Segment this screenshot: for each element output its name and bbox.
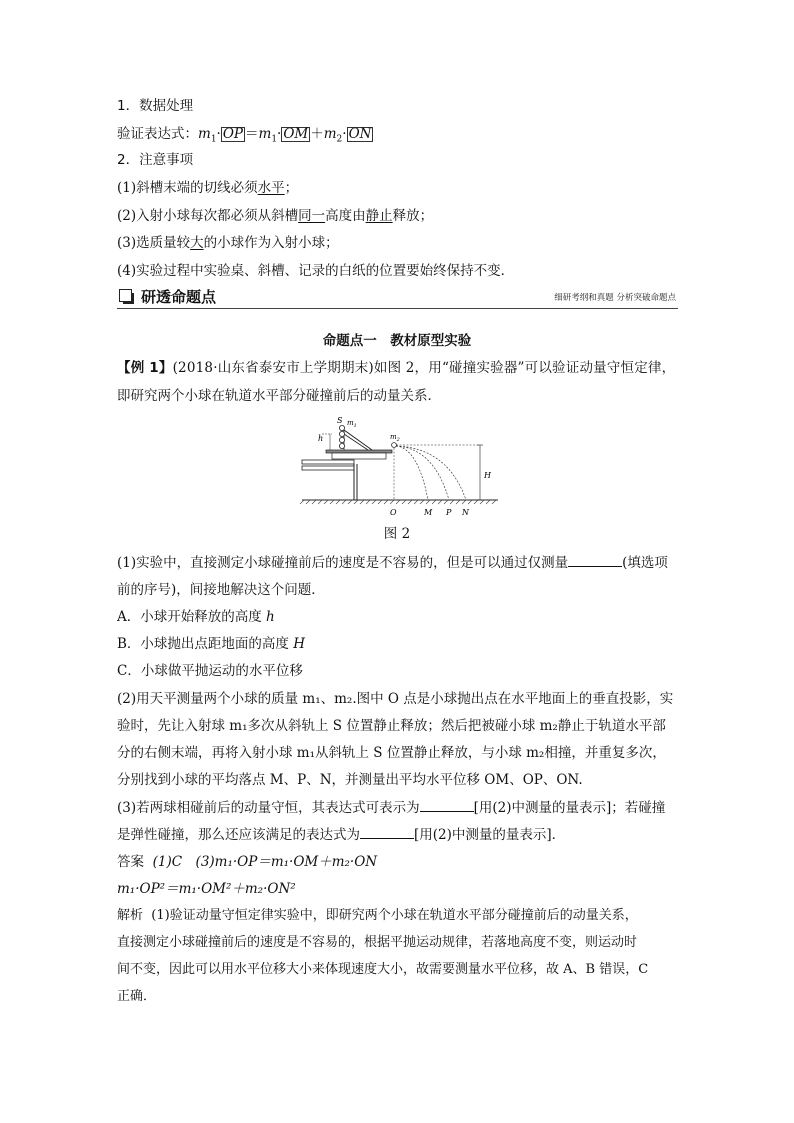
- formula-label: 验证表达式：: [117, 126, 198, 142]
- boxed-ON: ON: [348, 126, 372, 142]
- label-M: M: [424, 508, 433, 517]
- label-O: O: [390, 508, 397, 517]
- section-header-title: 研透命题点: [141, 288, 217, 306]
- boxed-OM: OM: [283, 126, 309, 142]
- question-2-line-3: 分的右侧末端，再将入射小球 m₁从斜轨上 S 位置静止释放，与小球 m₂相撞，并重复多次，: [117, 745, 666, 761]
- label-S: S: [337, 416, 343, 425]
- option-c: C．小球做平抛运动的水平位移: [117, 663, 303, 679]
- topic-title: 命题点一 教材原型实验: [322, 333, 472, 349]
- option-b: B．小球抛出点距地面的高度 H: [117, 636, 305, 652]
- example-label: 【例 1】: [117, 360, 173, 376]
- question-2-line-2: 验时，先让入射球 m₁多次从斜轨上 S 位置静止释放；然后把被碰小球 m₂静止于轨道水平部: [117, 718, 666, 734]
- question-2-line-4: 分别找到小球的平均落点 M、P、N，并测量出平均水平位移 OM、OP、ON.: [117, 772, 583, 788]
- answer-line-1: 答案 (1)C (3)m₁·OP＝m₁·OM＋m₂·ON: [117, 854, 378, 870]
- analysis-label: 解析: [117, 908, 144, 923]
- question-2-line-1: (2)用天平测量两个小球的质量 m₁、m₂.图中 O 点是小球抛出点在水平地面上的垂直投影，实: [117, 691, 674, 707]
- section-square-icon: [119, 289, 133, 303]
- answer-line-2: m₁·OP²＝m₁·OM²＋m₂·ON²: [117, 881, 296, 897]
- analysis-line-4: 正确．: [117, 989, 157, 1004]
- label-N: N: [462, 508, 469, 517]
- answer-blank-1: [568, 554, 622, 567]
- example-line-2: 即研究两个小球在轨道水平部分碰撞前后的动量关系．: [117, 388, 441, 404]
- analysis-line-1: 解析 (1)验证动量守恒定律实验中，即研究两个小球在轨道水平部分碰撞前后的动量关系，: [117, 908, 638, 923]
- label-P: P: [446, 508, 452, 517]
- verification-formula: 验证表达式：$m_1\cdot$ OP $=m_1\cdot$ OM $+m_2\cdot$ ON: [117, 126, 372, 145]
- analysis-line-2: 直接测定小球碰撞前后的速度是不容易的，根据平抛运动规律，若落地高度不变，则运动时: [117, 935, 638, 950]
- note-item-3: (3)选质量较大的小球作为入射小球；: [117, 235, 339, 251]
- boxed-OP: OP: [222, 126, 243, 142]
- question-1-line-2: 前的序号)，间接地解决这个问题．: [117, 582, 325, 598]
- example-line-1: 【例 1】(2018·山东省泰安市上学期期末)如图 2，用“碰撞实验器”可以验证动量守恒定律，: [117, 360, 676, 376]
- question-3-line-1: (3)若两球相碰前后的动量守恒，其表达式可表示为 [用(2)中测量的量表示]；若碰撞: [117, 800, 666, 816]
- collision-apparatus-figure: [300, 414, 500, 518]
- section-notes-title: 2．注意事项: [117, 152, 194, 168]
- figure-caption: 图 2: [383, 526, 411, 542]
- label-H: H: [484, 471, 491, 480]
- label-m2: $m_2$: [390, 433, 400, 443]
- section-data-processing-title: 1．数据处理: [117, 98, 194, 114]
- option-a: A．小球开始释放的高度 h: [117, 609, 275, 625]
- answer-label: 答案: [117, 854, 144, 870]
- answer-blank-2: [420, 799, 474, 812]
- analysis-line-3: 间不变，因此可以用水平位移大小来体现速度大小，故需要测量水平位移，故 A、B 错误，C: [117, 962, 649, 977]
- question-1-line-1: (1)实验中，直接测定小球碰撞前后的速度是不容易的，但是可以通过仅测量 (填选项: [117, 555, 668, 571]
- label-m1: $m_1$: [347, 419, 357, 429]
- answer-blank-3: [360, 826, 414, 839]
- note-item-4: (4)实验过程中实验桌、斜槽、记录的白纸的位置要始终保持不变．: [117, 263, 515, 279]
- section-header: [117, 286, 678, 309]
- note-item-1: (1)斜槽末端的切线必须水平；: [117, 180, 299, 196]
- question-3-line-2: 是弹性碰撞，那么还应该满足的表达式为 [用(2)中测量的量表示]．: [117, 827, 566, 843]
- section-header-note: 细研考纲和真题 分析突破命题点: [554, 293, 676, 303]
- label-h: h: [318, 434, 324, 443]
- note-item-2: (2)入射小球每次都必须从斜槽同一高度由静止释放；: [117, 208, 434, 224]
